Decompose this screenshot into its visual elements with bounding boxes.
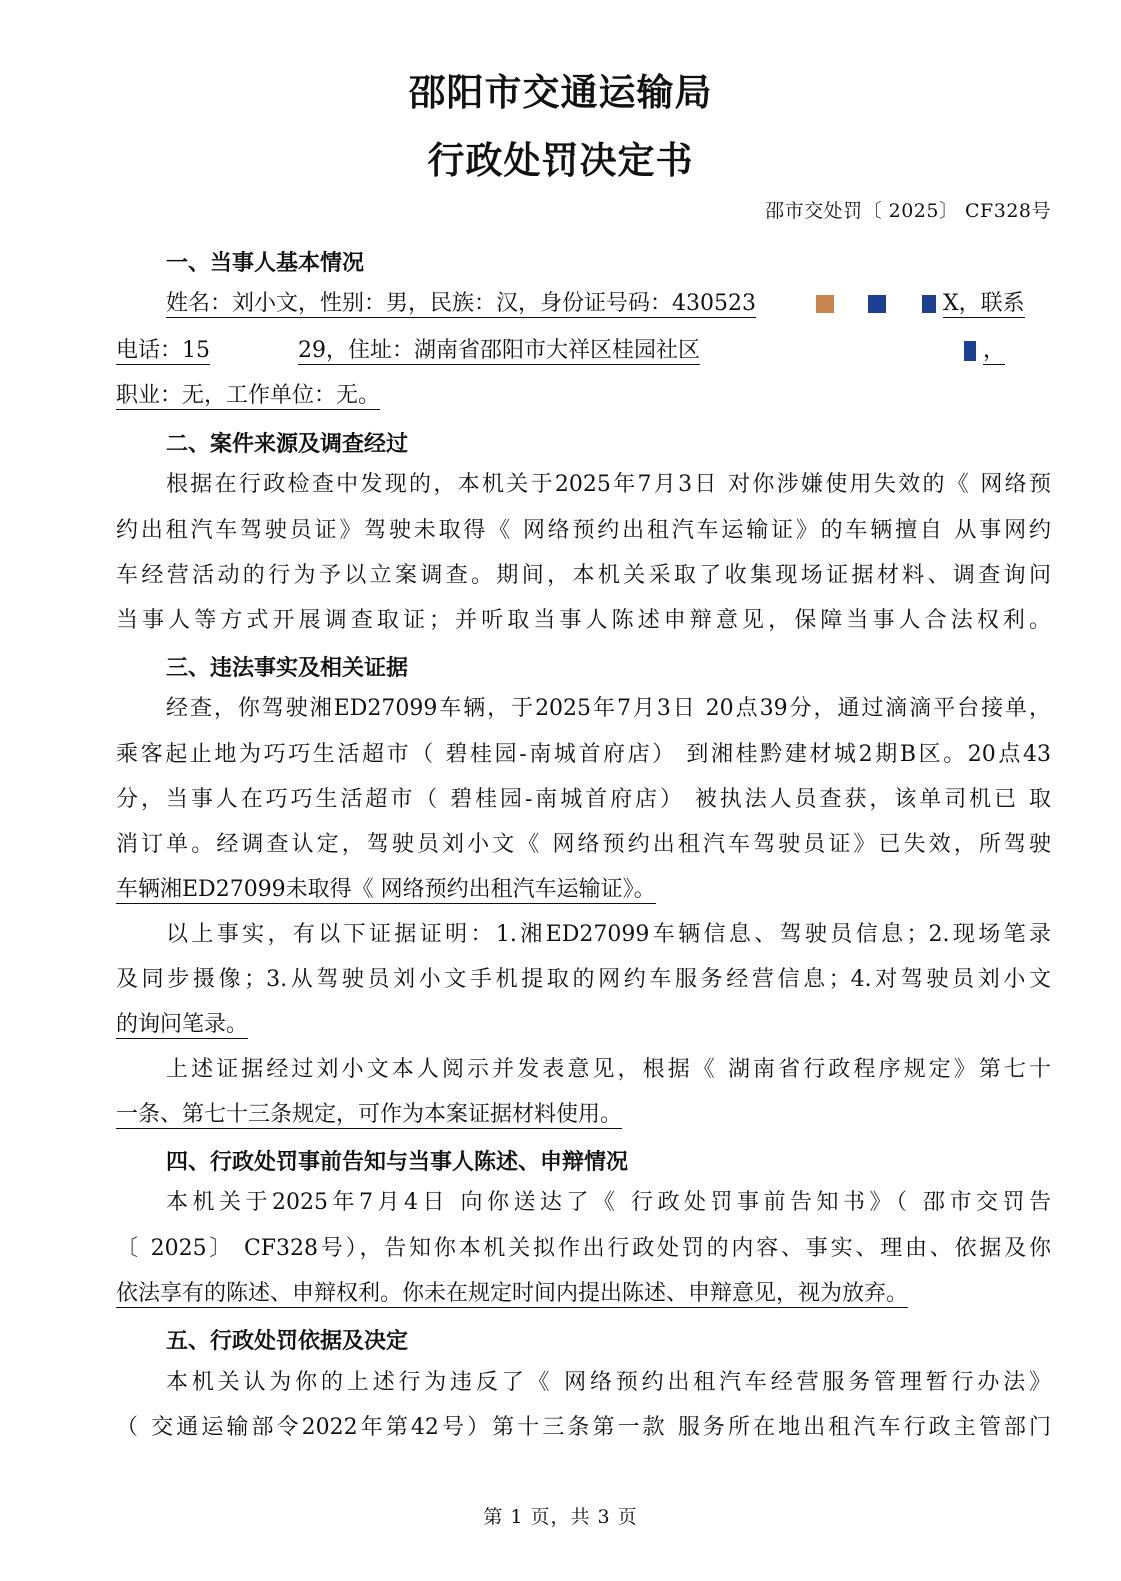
party-name-id: 姓名：刘小文，性别：男，民族：汉，身份证号码：430523 <box>166 291 756 316</box>
section5-heading: 五、行政处罚依据及决定 <box>166 1329 409 1354</box>
section2-line: 根据在行政检查中发现的，本机关于2025年7月3日 对你涉嫌使用失效的《 网络预 <box>166 472 1051 497</box>
section3-text: 车辆湘ED27099未取得《 网络预约出租汽车运输证》。 <box>116 877 656 902</box>
document-number: 邵市交处罚〔 2025〕 CF328号 <box>765 200 1051 222</box>
agency-title: 邵阳市交通运输局 <box>408 71 713 114</box>
section2-heading: 二、案件来源及调查经过 <box>166 432 409 457</box>
page-number: 第 1 页，共 3 页 <box>483 1506 638 1528</box>
party-contact-label: X，联系 <box>942 291 1025 316</box>
section2-line: 约出租汽车驾驶员证》驾驶未取得《 网络预约出租汽车运输证》的车辆擅自 从事网约 <box>116 518 1051 543</box>
section4-line <box>116 1279 1051 1309</box>
section3-line: 乘客起止地为巧巧生活超市（ 碧桂园-南城首府店） 到湘桂黔建材城2期B区。20点43 <box>116 742 1051 767</box>
section3-line: 经查，你驾驶湘ED27099车辆，于2025年7月3日 20点39分，通过滴滴平台接单， <box>166 696 1051 721</box>
redaction-mark <box>922 295 936 313</box>
party-occupation: 职业：无，工作单位：无。 <box>116 383 381 408</box>
section3-line: 分，当事人在巧巧生活超市（ 碧桂园-南城首府店） 被执法人员查获，该单司机已 取 <box>116 787 1051 812</box>
section4-line: 本机关于2025年7月4日 向你送达了《 行政处罚事前告知书》（ 邵市交罚告 <box>166 1190 1051 1215</box>
redaction-mark <box>868 295 886 313</box>
section3-line: 及同步摄像；3.从驾驶员刘小文手机提取的网约车服务经营信息；4.对驾驶员刘小文 <box>116 967 1051 992</box>
section2-line: 车经营活动的行为予以立案调查。期间，本机关采取了收集现场证据材料、调查询问 <box>116 563 1051 588</box>
redaction-mark <box>816 295 834 313</box>
section3-line <box>116 1100 1051 1130</box>
party-info-line-2 <box>116 336 1051 366</box>
section4-text: 依法享有的陈述、申辩权利。你未在规定时间内提出陈述、申辩意见，视为放弃。 <box>116 1281 909 1306</box>
section3-line: 以上事实，有以下证据证明：1.湘ED27099车辆信息、驾驶员信息；2.现场笔录 <box>166 922 1051 947</box>
section3-line <box>116 875 1051 905</box>
party-phone: 电话：15 <box>116 338 210 363</box>
section3-line: 上述证据经过刘小文本人阅示并发表意见，根据《 湖南省行政程序规定》第七十 <box>166 1057 1051 1082</box>
section4-heading: 四、行政处罚事前告知与当事人陈述、申辩情况 <box>166 1150 629 1175</box>
party-address: 29，住址：湖南省邵阳市大祥区桂园社区 <box>298 338 700 363</box>
section3-text: 一条、第七十三条规定，可作为本案证据材料使用。 <box>116 1102 623 1127</box>
section2-line: 当事人等方式开展调查取证；并听取当事人陈述申辩意见，保障当事人合法权利。 <box>116 608 1051 633</box>
party-address-end: ， <box>983 338 1006 363</box>
section4-line: 〔 2025〕 CF328号），告知你本机关拟作出行政处罚的内容、事实、理由、依据及你 <box>116 1236 1051 1261</box>
document-type-title: 行政处罚决定书 <box>427 139 694 182</box>
section3-heading: 三、违法事实及相关证据 <box>166 656 409 681</box>
section3-line <box>116 1010 1051 1040</box>
section1-heading: 一、当事人基本情况 <box>166 251 365 276</box>
party-info-line-3 <box>116 381 1051 411</box>
section3-line: 消订单。经调查认定，驾驶员刘小文《 网络预约出租汽车驾驶员证》已失效，所驾驶 <box>116 832 1051 857</box>
section3-text: 的询问笔录。 <box>116 1012 249 1037</box>
section5-line: （ 交通运输部令2022年第42号）第十三条第一款 服务所在地出租汽车行政主管部门 <box>116 1415 1051 1440</box>
redaction-mark <box>964 341 976 361</box>
section5-line: 本机关认为你的上述行为违反了《 网络预约出租汽车经营服务管理暂行办法》 <box>166 1370 1051 1395</box>
party-info-line-1 <box>166 289 1051 319</box>
